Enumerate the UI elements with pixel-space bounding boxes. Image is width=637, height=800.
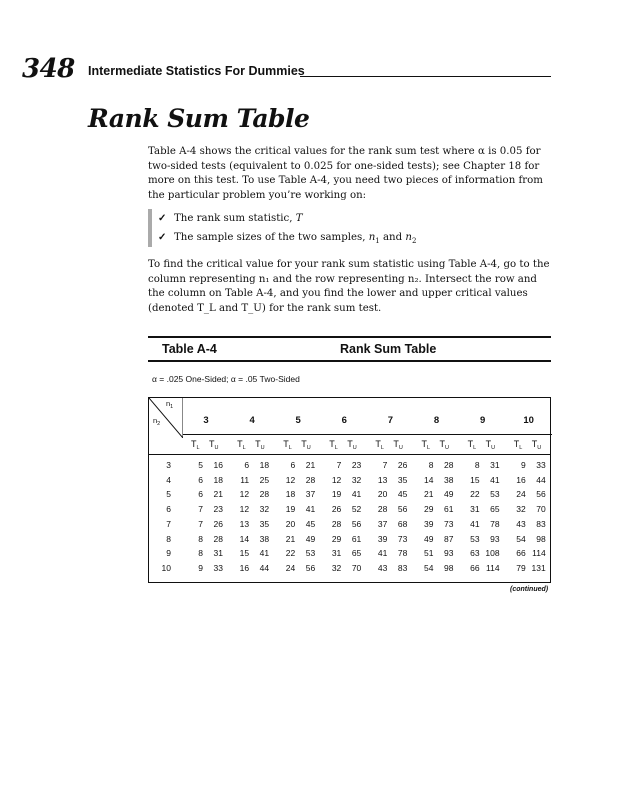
- tl-value: 66: [516, 548, 526, 559]
- tl-value: 32: [331, 562, 342, 573]
- tl-value: 39: [377, 533, 388, 544]
- tu-value: 31: [490, 460, 500, 470]
- tl-value: 12: [285, 474, 296, 485]
- tl-header: $T_L$: [329, 439, 338, 451]
- bullet-item: ✓ The rank sum statistic, T: [158, 209, 458, 228]
- n1-column-header: 4: [249, 415, 255, 426]
- tl-value: 8: [198, 548, 203, 559]
- checkmark-icon: ✓: [158, 231, 167, 243]
- tu-value: 68: [397, 518, 408, 529]
- tu-value: 18: [259, 460, 270, 470]
- n2-row-header: 3: [166, 460, 171, 470]
- table-title: Rank Sum Table: [340, 342, 437, 356]
- subheader-divider: [149, 454, 550, 455]
- tu-value: 23: [351, 460, 362, 470]
- tu-value: 70: [351, 562, 362, 573]
- tu-value: 21: [305, 460, 316, 470]
- tu-value: 23: [213, 504, 223, 515]
- tu-value: 16: [213, 460, 223, 470]
- tl-value: 22: [285, 548, 296, 559]
- tu-value: 65: [490, 504, 500, 515]
- n1-column-header: 9: [479, 415, 486, 426]
- tu-value: 45: [397, 489, 408, 500]
- tu-value: 70: [536, 504, 546, 515]
- tu-value: 21: [213, 489, 223, 500]
- n1-column-header: 7: [387, 415, 394, 426]
- tl-value: 21: [424, 489, 434, 500]
- tu-value: 38: [444, 474, 454, 485]
- tl-value: 12: [239, 504, 250, 515]
- tu-value: 73: [444, 518, 454, 529]
- tu-value: 41: [490, 474, 500, 485]
- tu-value: 49: [444, 489, 454, 500]
- tu-value: 56: [351, 518, 362, 529]
- tu-value: 31: [213, 548, 223, 559]
- tu-value: 44: [259, 562, 270, 573]
- tl-value: 66: [470, 562, 480, 573]
- tl-header: $T_L$: [191, 439, 200, 451]
- tu-value: 35: [397, 474, 408, 485]
- tl-value: 15: [470, 474, 480, 485]
- tl-value: 21: [285, 533, 296, 544]
- tl-value: 41: [470, 518, 480, 529]
- tu-value: 18: [213, 474, 223, 485]
- tu-value: 25: [259, 474, 270, 485]
- header-rule: [300, 76, 551, 77]
- tu-value: 53: [305, 548, 316, 559]
- tl-value: 6: [198, 474, 203, 485]
- n1-column-header: 8: [433, 415, 440, 426]
- tu-value: 26: [397, 460, 408, 470]
- tu-value: 114: [532, 548, 546, 559]
- tu-value: 53: [490, 489, 500, 500]
- tl-value: 7: [198, 518, 203, 529]
- tu-value: 56: [397, 504, 408, 515]
- tl-header: $T_L$: [421, 439, 431, 451]
- n1-axis-label: $n_1$: [166, 399, 174, 410]
- tl-value: 79: [516, 562, 526, 573]
- tu-value: 32: [351, 474, 362, 485]
- tu-value: 37: [305, 489, 316, 500]
- tl-value: 31: [331, 548, 342, 559]
- n2-row-header: 10: [161, 562, 171, 573]
- tu-value: 28: [213, 533, 223, 544]
- tl-value: 20: [285, 518, 296, 529]
- tl-value: 5: [198, 460, 203, 470]
- tl-header: $T_L$: [513, 439, 523, 451]
- tl-value: 16: [239, 562, 250, 573]
- continued-note: (continued): [510, 586, 549, 593]
- tl-value: 54: [516, 533, 526, 544]
- tu-value: 44: [536, 474, 546, 485]
- tl-header: $T_L$: [237, 439, 246, 451]
- tu-value: 41: [305, 504, 316, 515]
- tu-value: 49: [305, 533, 316, 544]
- tu-value: 38: [259, 533, 270, 544]
- tu-value: 28: [259, 489, 270, 500]
- tu-value: 26: [213, 518, 223, 529]
- table-label: Table A-4: [162, 342, 217, 356]
- section-title: Rank Sum Table: [88, 104, 310, 133]
- tu-header: $T_U$: [347, 439, 357, 451]
- tu-value: 65: [351, 548, 362, 559]
- tu-value: 61: [444, 504, 454, 515]
- n1-column-header: 3: [203, 415, 209, 426]
- tu-header: $T_U$: [439, 439, 449, 451]
- page-number: 348: [22, 54, 75, 84]
- tu-value: 28: [305, 474, 316, 485]
- tl-value: 7: [336, 460, 342, 470]
- n2-row-header: 4: [166, 474, 171, 485]
- tu-value: 98: [536, 533, 546, 544]
- tl-value: 12: [239, 489, 250, 500]
- n1-column-header: 10: [523, 415, 534, 426]
- tl-header: $T_L$: [375, 439, 384, 451]
- tu-value: 33: [213, 562, 223, 573]
- tu-value: 93: [444, 548, 454, 559]
- tl-value: 9: [520, 460, 526, 470]
- tu-header: $T_U$: [393, 439, 403, 451]
- tl-value: 19: [285, 504, 296, 515]
- tl-value: 37: [377, 518, 388, 529]
- tl-value: 54: [424, 562, 434, 573]
- tl-value: 16: [516, 474, 526, 485]
- tl-value: 8: [198, 533, 203, 544]
- tl-value: 43: [377, 562, 388, 573]
- tl-value: 39: [424, 518, 434, 529]
- tu-value: 28: [444, 460, 454, 470]
- tl-value: 28: [377, 504, 388, 515]
- tu-value: 78: [490, 518, 500, 529]
- tu-value: 56: [536, 489, 546, 500]
- tl-value: 49: [424, 533, 434, 544]
- n2-row-header: 7: [166, 518, 171, 529]
- tu-value: 41: [259, 548, 270, 559]
- tl-value: 7: [198, 504, 203, 515]
- n2-row-header: 6: [166, 504, 171, 515]
- tu-value: 114: [486, 562, 500, 573]
- tu-value: 45: [305, 518, 316, 529]
- tl-value: 8: [428, 460, 434, 470]
- tl-value: 22: [470, 489, 480, 500]
- tl-value: 63: [470, 548, 480, 559]
- n2-row-header: 5: [166, 489, 171, 500]
- tu-value: 98: [444, 562, 454, 573]
- tu-value: 83: [536, 518, 546, 529]
- tl-value: 7: [382, 460, 388, 470]
- tl-value: 28: [331, 518, 342, 529]
- tl-value: 6: [290, 460, 296, 470]
- tu-value: 83: [397, 562, 408, 573]
- tl-value: 13: [239, 518, 250, 529]
- tu-value: 41: [351, 489, 362, 500]
- tl-value: 13: [377, 474, 388, 485]
- tl-value: 24: [516, 489, 526, 500]
- tl-value: 14: [424, 474, 434, 485]
- tl-value: 8: [474, 460, 480, 470]
- intro-paragraph: Table A-4 shows the critical values for the rank sum test where α is 0.05 for two-sided tests (equivalent to 0.025 for one-sided tests); see Chapter 18 for more on this test. To use Table A-4, you need two pieces of information from the particular problem you’re working on:: [148, 146, 543, 201]
- tu-value: 56: [305, 562, 316, 573]
- tl-value: 31: [470, 504, 480, 515]
- instructions-paragraph: To find the critical value for your rank sum statistic using Table A-4, go to the column representing n₁ and the row representing n₂. Intersect the row and the column on Table A-4, and you find the lower and upper critical values (denoted T_L and T_U) for the rank sum test.: [148, 259, 550, 314]
- n2-axis-label: $n_2$: [153, 416, 161, 427]
- tu-value: 73: [397, 533, 408, 544]
- n1-column-header: 6: [341, 415, 347, 426]
- tl-value: 11: [240, 474, 250, 485]
- tl-value: 15: [239, 548, 250, 559]
- tl-value: 6: [198, 489, 203, 500]
- tu-value: 33: [536, 460, 546, 470]
- n2-row-header: 8: [166, 533, 171, 544]
- tu-value: 93: [490, 533, 500, 544]
- header-divider: [183, 434, 552, 435]
- bullet-list: [148, 209, 458, 247]
- tu-header: $T_U$: [301, 439, 311, 451]
- tu-value: 78: [397, 548, 408, 559]
- tu-value: 87: [444, 533, 454, 544]
- tu-header: $T_U$: [485, 439, 496, 451]
- running-head: Intermediate Statistics For Dummies: [88, 64, 305, 78]
- tl-value: 41: [377, 548, 388, 559]
- tl-value: 32: [516, 504, 526, 515]
- tl-header: $T_L$: [467, 439, 477, 451]
- tu-header: $T_U$: [209, 439, 219, 451]
- tl-value: 6: [244, 460, 250, 470]
- n1-column-header: 5: [295, 415, 301, 426]
- tl-value: 24: [285, 562, 296, 573]
- tl-value: 12: [331, 474, 342, 485]
- tl-value: 14: [239, 533, 250, 544]
- rank-sum-table: [148, 397, 551, 583]
- tu-value: 32: [259, 504, 270, 515]
- alpha-note: α = .025 One-Sided; α = .05 Two-Sided: [152, 374, 300, 384]
- tl-header: $T_L$: [283, 439, 292, 451]
- tl-value: 43: [516, 518, 526, 529]
- tu-header: $T_U$: [255, 439, 265, 451]
- checkmark-icon: ✓: [158, 212, 167, 224]
- tu-value: 108: [485, 548, 500, 559]
- tl-value: 9: [198, 562, 203, 573]
- tl-value: 20: [377, 489, 388, 500]
- tu-header: $T_U$: [531, 439, 542, 451]
- tl-value: 19: [331, 489, 342, 500]
- tl-value: 53: [470, 533, 480, 544]
- n2-row-header: 9: [166, 548, 171, 559]
- tu-value: 131: [531, 562, 546, 573]
- tl-value: 29: [424, 504, 434, 515]
- tl-value: 18: [285, 489, 296, 500]
- table-heading-bar: [148, 336, 551, 362]
- tl-value: 51: [424, 548, 434, 559]
- tu-value: 52: [351, 504, 362, 515]
- tu-value: 35: [259, 518, 270, 529]
- tu-value: 61: [351, 533, 362, 544]
- tl-value: 29: [331, 533, 342, 544]
- bullet-item: ✓ The sample sizes of the two samples, $n_1$ and $n_2$: [158, 228, 458, 247]
- tl-value: 26: [331, 504, 342, 515]
